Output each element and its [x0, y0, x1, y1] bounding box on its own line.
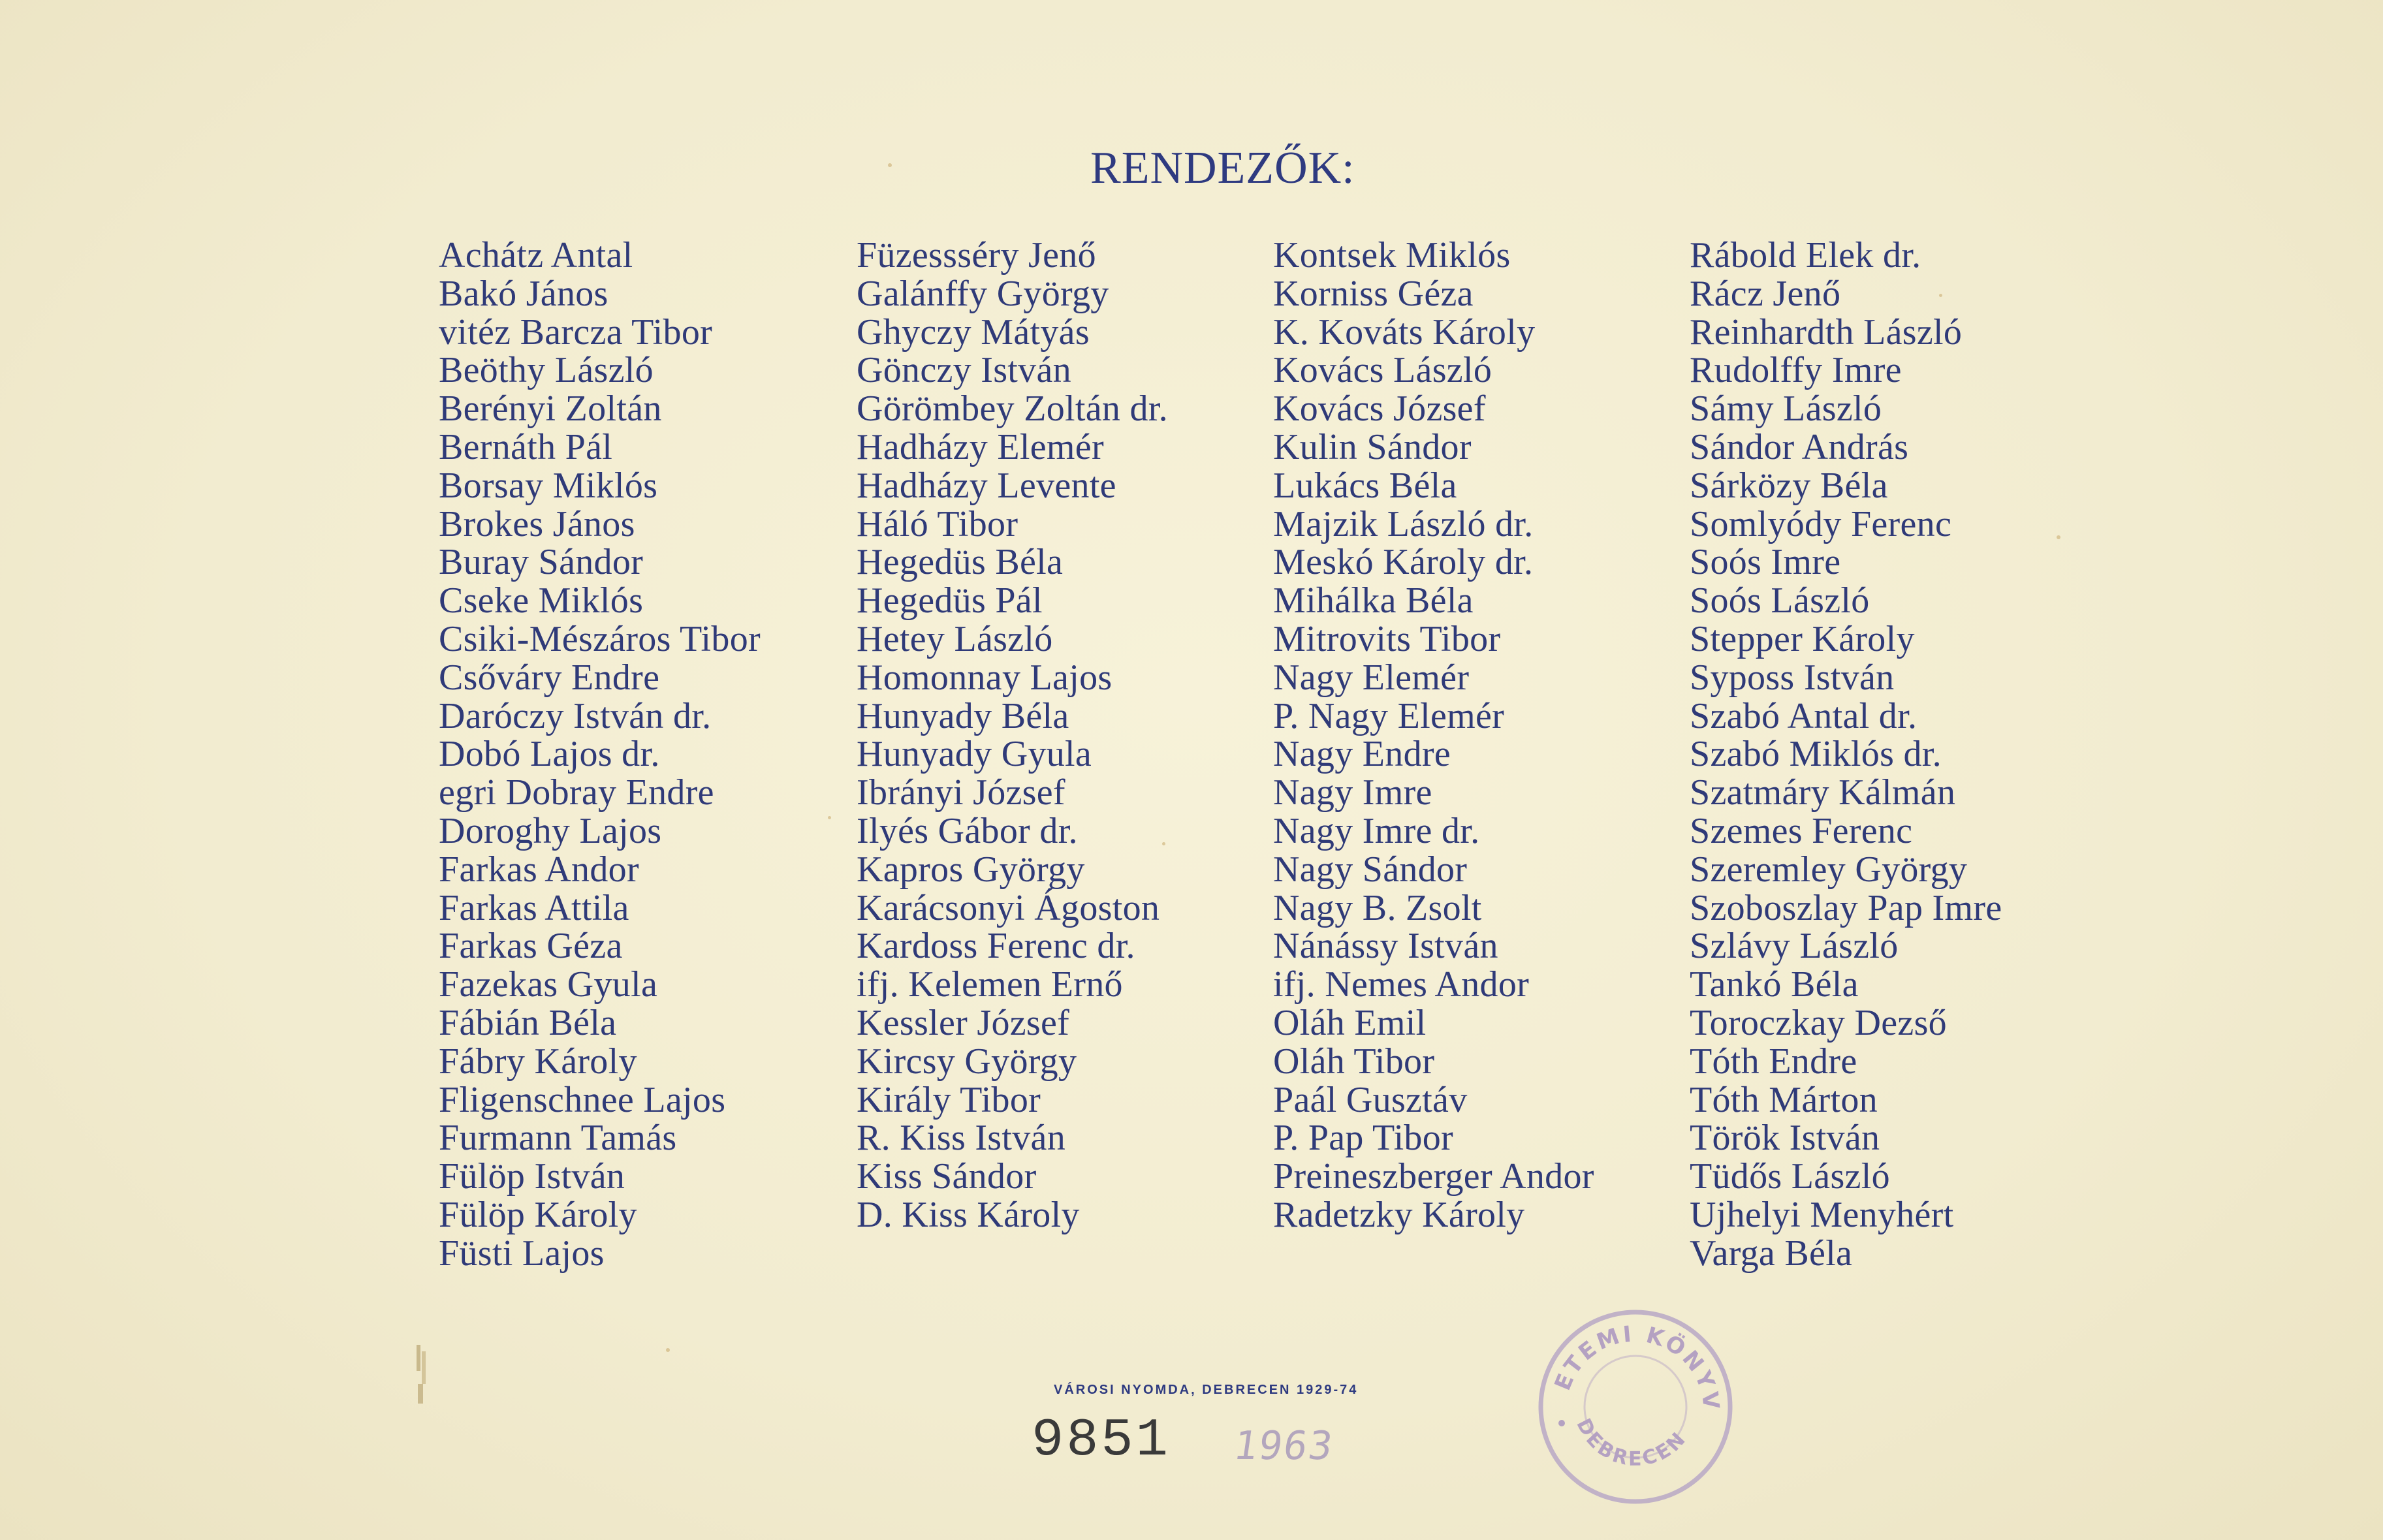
organizer-name: Furmann Tamás — [439, 1118, 677, 1159]
organizer-name: Fülöp Károly — [439, 1194, 637, 1235]
organizer-name: Hunyady Béla — [857, 695, 1069, 736]
organizer-name: Csiki-Mészáros Tibor — [439, 618, 761, 659]
organizer-name: Sárközy Béla — [1690, 465, 1888, 506]
organizer-name: Szlávy László — [1690, 926, 1899, 967]
organizer-name: egri Dobray Endre — [439, 772, 714, 813]
organizer-name: Szeremley György — [1690, 849, 1968, 890]
organizer-name: Lukács Béla — [1273, 465, 1457, 506]
organizer-name: P. Nagy Elemér — [1273, 695, 1505, 736]
organizer-name: Ghyczy Mátyás — [857, 311, 1090, 353]
organizer-name: Rábold Elek dr. — [1690, 235, 1921, 275]
organizer-name: Hegedüs Pál — [857, 580, 1043, 621]
organizer-name: Nagy Imre — [1273, 772, 1432, 813]
organizer-name: Fábián Béla — [439, 1002, 617, 1043]
organizer-name: Hadházy Elemér — [857, 426, 1104, 467]
organizer-name: Rácz Jenő — [1690, 273, 1841, 314]
organizer-name: Szoboszlay Pap Imre — [1690, 887, 2002, 928]
library-stamp-bottom-text: DEBRECEN — [1571, 1415, 1692, 1471]
organizer-name: D. Kiss Károly — [857, 1194, 1080, 1235]
name-column-2 — [857, 236, 1274, 1234]
organizer-name: Stepper Károly — [1690, 618, 1915, 659]
organizer-name: Nagy Sándor — [1273, 849, 1468, 890]
organizer-name: P. Pap Tibor — [1273, 1118, 1453, 1159]
organizer-name: Meskó Károly dr. — [1273, 542, 1534, 583]
organizer-name: Ujhelyi Menyhért — [1690, 1194, 1954, 1235]
organizer-name: Nagy B. Zsolt — [1273, 887, 1482, 928]
organizer-name: Kovács József — [1273, 388, 1486, 430]
organizer-name: Rudolffy Imre — [1690, 350, 1902, 391]
organizer-name: Kardoss Ferenc dr. — [857, 926, 1135, 967]
organizer-name: Kircsy György — [857, 1041, 1077, 1082]
organizer-name: Dobó Lajos dr. — [439, 734, 660, 775]
binding-mark — [411, 1338, 431, 1417]
organizer-name: Mitrovits Tibor — [1273, 618, 1501, 659]
organizer-name: Radetzky Károly — [1273, 1194, 1525, 1235]
organizer-name: ifj. Kelemen Ernő — [857, 964, 1123, 1005]
organizer-name: Preineszberger Andor — [1273, 1156, 1594, 1197]
name-column-1 — [439, 236, 857, 1273]
organizer-name: Ibrányi József — [857, 772, 1065, 813]
organizer-name: Daróczy István dr. — [439, 695, 712, 736]
organizer-name: Tóth Endre — [1690, 1041, 1857, 1082]
organizer-name: Füzessséry Jenő — [857, 235, 1096, 275]
paper-stain — [666, 1348, 670, 1352]
organizer-name: Fazekas Gyula — [439, 964, 658, 1005]
organizer-name: vitéz Barcza Tibor — [439, 311, 713, 353]
organizer-name: Homonnay Lajos — [857, 657, 1113, 698]
organizer-name: Bernáth Pál — [439, 426, 613, 467]
organizer-name: Soós Imre — [1690, 542, 1841, 583]
organizer-list — [439, 236, 2110, 1294]
organizer-name: Szemes Ferenc — [1690, 810, 1913, 851]
organizer-name: Hegedüs Béla — [857, 542, 1064, 583]
printer-imprint: VÁROSI NYOMDA, DEBRECEN 1929-74 — [1054, 1383, 1359, 1397]
organizer-name: Varga Béla — [1690, 1233, 1853, 1274]
organizer-name: Fligenschnee Lajos — [439, 1079, 726, 1120]
organizer-name: Reinhardth László — [1690, 311, 1963, 353]
organizer-name: Sámy László — [1690, 388, 1882, 430]
organizer-name: K. Kováts Károly — [1273, 311, 1536, 353]
organizer-name: Doroghy Lajos — [439, 810, 662, 851]
organizer-name: Szabó Antal dr. — [1690, 695, 1917, 736]
organizer-name: Görömbey Zoltán dr. — [857, 388, 1168, 430]
organizer-name: Tüdős László — [1690, 1156, 1890, 1197]
organizer-name: Kontsek Miklós — [1273, 235, 1511, 275]
organizer-name: Paál Gusztáv — [1273, 1079, 1468, 1120]
organizer-name: Király Tibor — [857, 1079, 1041, 1120]
organizer-name: Buray Sándor — [439, 542, 644, 583]
organizer-name: Füsti Lajos — [439, 1233, 605, 1274]
organizer-name: Brokes János — [439, 503, 635, 544]
organizer-name: Kulin Sándor — [1273, 426, 1472, 467]
organizer-name: Borsay Miklós — [439, 465, 658, 506]
svg-text:DEBRECEN — [1566, 1412, 1693, 1479]
organizer-name: Beöthy László — [439, 350, 654, 391]
organizer-name: Ilyés Gábor dr. — [857, 810, 1078, 851]
organizer-name: Sándor András — [1690, 426, 1909, 467]
organizer-name: Török István — [1690, 1118, 1880, 1159]
organizer-name: Nagy Elemér — [1273, 657, 1470, 698]
organizer-name: Majzik László dr. — [1273, 503, 1534, 544]
organizer-name: Toroczkay Dezső — [1690, 1002, 1947, 1043]
organizer-name: Szabó Miklós dr. — [1690, 734, 1942, 775]
organizer-name: Syposs István — [1690, 657, 1895, 698]
organizer-name: Farkas Géza — [439, 926, 623, 967]
inventory-number: 9851 — [1032, 1410, 1171, 1471]
organizer-name: Kapros György — [857, 849, 1085, 890]
organizer-name: Tóth Márton — [1690, 1079, 1878, 1120]
organizer-name: Nánássy István — [1273, 926, 1498, 967]
organizer-name: Szatmáry Kálmán — [1690, 772, 1956, 813]
organizer-name: Mihálka Béla — [1273, 580, 1474, 621]
organizer-name: Fábry Károly — [439, 1041, 637, 1082]
organizer-name: Nagy Endre — [1273, 734, 1451, 775]
library-stamp-seal — [1528, 1296, 1743, 1511]
organizer-name: Fülöp István — [439, 1156, 625, 1197]
name-column-4 — [1690, 236, 2107, 1273]
organizer-name: Oláh Tibor — [1273, 1041, 1435, 1082]
organizer-name: Hetey László — [857, 618, 1053, 659]
organizer-name: Csőváry Endre — [439, 657, 660, 698]
organizer-name: Gönczy István — [857, 350, 1071, 391]
organizer-name: Somlyódy Ferenc — [1690, 503, 1952, 544]
organizer-name: Oláh Emil — [1273, 1002, 1427, 1043]
organizer-name: Kiss Sándor — [857, 1156, 1037, 1197]
organizer-name: Hunyady Gyula — [857, 734, 1092, 775]
organizer-name: Bakó János — [439, 273, 608, 314]
library-stamp-top-text: EGYETEMI KÖNYVTÁR — [1549, 1321, 1725, 1413]
organizer-name: Kovács László — [1273, 350, 1492, 391]
year-stamp: 1963 — [1231, 1423, 1337, 1469]
organizer-name: Galánffy György — [857, 273, 1109, 314]
organizer-name: Nagy Imre dr. — [1273, 810, 1480, 851]
organizer-name: Háló Tibor — [857, 503, 1018, 544]
organizer-name: Karácsonyi Ágoston — [857, 887, 1160, 928]
page-title: RENDEZŐK: — [1090, 143, 1355, 193]
organizer-name: R. Kiss István — [857, 1118, 1065, 1159]
organizer-name: Hadházy Levente — [857, 465, 1116, 506]
organizer-name: Achátz Antal — [439, 235, 633, 275]
organizer-name: Soós László — [1690, 580, 1870, 621]
paper-stain — [888, 163, 892, 167]
organizer-name: ifj. Nemes Andor — [1273, 964, 1530, 1005]
name-column-3 — [1273, 236, 1691, 1234]
organizer-name: Korniss Géza — [1273, 273, 1474, 314]
organizer-name: Cseke Miklós — [439, 580, 644, 621]
organizer-name: Kessler József — [857, 1002, 1070, 1043]
organizer-name: Berényi Zoltán — [439, 388, 662, 430]
organizer-name: Tankó Béla — [1690, 964, 1859, 1005]
organizer-name: Farkas Andor — [439, 849, 639, 890]
organizer-name: Farkas Attila — [439, 887, 629, 928]
